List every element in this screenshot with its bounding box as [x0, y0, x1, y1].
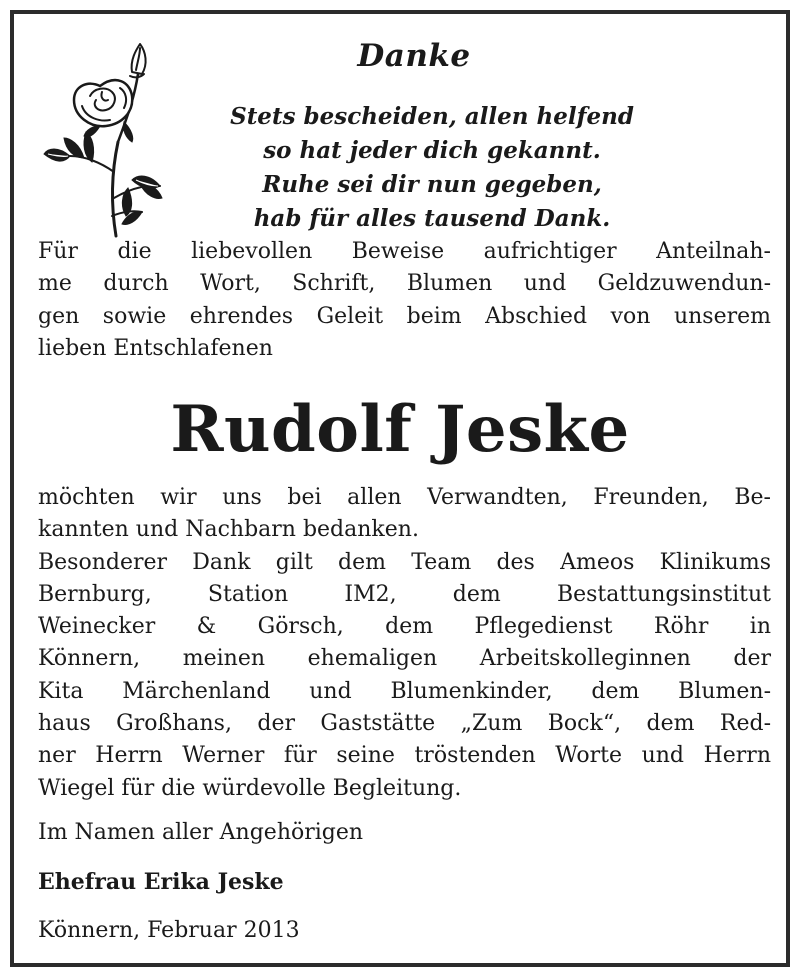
poem-line: hab für alles tausend Dank.: [253, 205, 611, 232]
obituary-frame: [10, 10, 790, 967]
text-line: Kita Märchenland und Blumenkinder, dem Blumen-: [38, 678, 771, 704]
text-line: Wiegel für die würdevolle Begleitung.: [38, 775, 462, 801]
poem: [164, 100, 700, 236]
heading: Danke: [357, 38, 471, 74]
text-line: Bernburg, Station IM2, dem Bestattungsinstitut: [38, 581, 771, 607]
text-line: haus Großhans, der Gaststätte „Zum Bock“, dem Red-: [38, 711, 771, 737]
text-line: lieben Entschlafenen: [38, 335, 273, 361]
text-line: Für die liebevollen Beweise aufrichtiger Anteilnah-: [38, 239, 771, 264]
text-line: Könnern, meinen ehemaligen Arbeitskolleginnen der: [38, 646, 771, 672]
thanks-paragraph: [38, 482, 771, 805]
deceased-name: Rudolf Jeske: [170, 392, 630, 467]
signer-name: Ehefrau Erika Jeske: [38, 869, 284, 895]
poem-line: Stets bescheiden, allen helfend: [230, 103, 634, 130]
text-line: Weinecker & Görsch, dem Pflegedienst Röhr in: [38, 614, 771, 640]
closing-line: Im Namen aller Angehörigen: [38, 820, 364, 845]
text-line: me durch Wort, Schrift, Blumen und Geldzuwendun-: [38, 271, 771, 297]
poem-line: so hat jeder dich gekannt.: [263, 137, 601, 164]
intro-paragraph: [38, 236, 771, 365]
place-date: Könnern, Februar 2013: [38, 918, 300, 943]
text-line: möchten wir uns bei allen Verwandten, Freunden, Be-: [38, 485, 771, 510]
poem-line: Ruhe sei dir nun gegeben,: [262, 171, 602, 198]
text-line: Besonderer Dank gilt dem Team des Ameos Klinikums: [38, 549, 771, 575]
rose-icon: [40, 30, 164, 240]
text-line: ner Herrn Werner für seine tröstenden Worte und Herrn: [38, 743, 771, 769]
text-line: gen sowie ehrendes Geleit beim Abschied von unserem: [38, 303, 771, 329]
text-line: kannten und Nachbarn bedanken.: [38, 517, 419, 543]
